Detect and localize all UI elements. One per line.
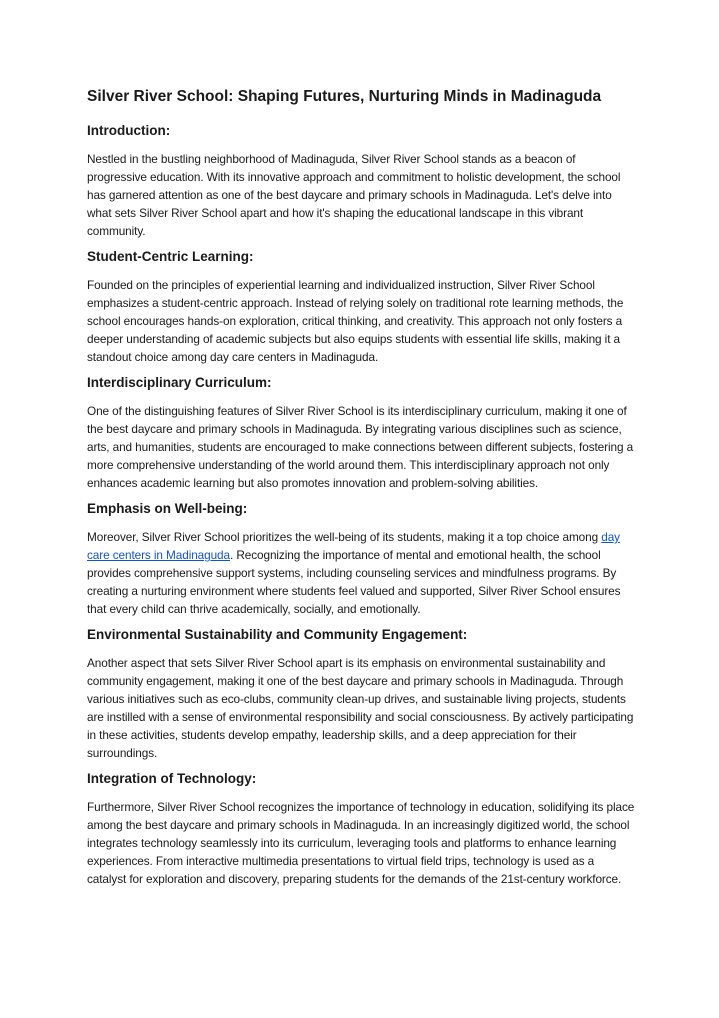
day-care-centers-link[interactable]: day care centers in Madinaguda (87, 530, 620, 562)
paragraph-text-after-link: . Recognizing the importance of mental and emotional health, the school provides comprehensive support systems, including counseling services and mindfulness programs. By creating a nurturing environment where students feel valued and supported, Silver River School ensures that every child can thrive academically, socially, and emotionally. (87, 548, 621, 616)
section-heading-sustainability: Environmental Sustainability and Community Engagement: (87, 627, 468, 642)
document-title: Silver River School: Shaping Futures, Nurturing Minds in Madinaguda (87, 88, 602, 105)
section-paragraph-student-centric: Founded on the principles of experiential learning and individualized instruction, Silver River School emphasizes a student-centric approach. Instead of relying solely on traditional rote learning methods, the school encourages hands-on exploration, critical thinking, and creativity. This approach not only fosters a deeper understanding of academic subjects but also equips students with essential life skills, making it a standout choice among day care centers in Madinaguda. (87, 278, 624, 364)
section-paragraph-well-being (87, 528, 635, 618)
section-paragraph-introduction: Nestled in the bustling neighborhood of Madinaguda, Silver River School stands as a beacon of progressive education. With its innovative approach and commitment to holistic development, the school has garnered attention as one of the best daycare and primary schools in Madinaguda. Let's delve into what sets Silver River School apart and how it's shaping the educational landscape in this vibrant community. (87, 152, 621, 238)
section-paragraph-technology: Furthermore, Silver River School recognizes the importance of technology in education, solidifying its place among the best daycare and primary schools in Madinaguda. In an increasingly digitized world, the school integrates technology seamlessly into its curriculum, leveraging tools and platforms to enhance learning experiences. From interactive multimedia presentations to virtual field trips, technology is used as a catalyst for exploration and discovery, preparing students for the demands of the 21st-century workforce. (87, 800, 635, 886)
document-page (87, 86, 635, 896)
section-paragraph-sustainability: Another aspect that sets Silver River School apart is its emphasis on environmental sustainability and community engagement, making it one of the best daycare and primary schools in Madinaguda. Through various initiatives such as eco-clubs, community clean-up drives, and sustainable living projects, students are instilled with a sense of environmental responsibility and social consciousness. By actively participating in these activities, students develop empathy, leadership skills, and a deep appreciation for their surroundings. (87, 656, 634, 760)
section-heading-interdisciplinary: Interdisciplinary Curriculum: (87, 375, 272, 390)
section-heading-student-centric: Student-Centric Learning: (87, 249, 254, 264)
section-heading-well-being: Emphasis on Well-being: (87, 501, 248, 516)
section-paragraph-interdisciplinary: One of the distinguishing features of Silver River School is its interdisciplinary curriculum, making it one of the best daycare and primary schools in Madinaguda. By integrating various disciplines such as science, arts, and humanities, students are encouraged to make connections between different subjects, fostering a more comprehensive understanding of the world around them. This interdisciplinary approach not only enhances academic learning but also promotes innovation and problem-solving abilities. (87, 404, 634, 490)
paragraph-text-before-link: Moreover, Silver River School prioritizes the well-being of its students, making it a top choice among (87, 530, 602, 544)
section-heading-introduction: Introduction: (87, 123, 171, 138)
section-heading-technology: Integration of Technology: (87, 771, 257, 786)
